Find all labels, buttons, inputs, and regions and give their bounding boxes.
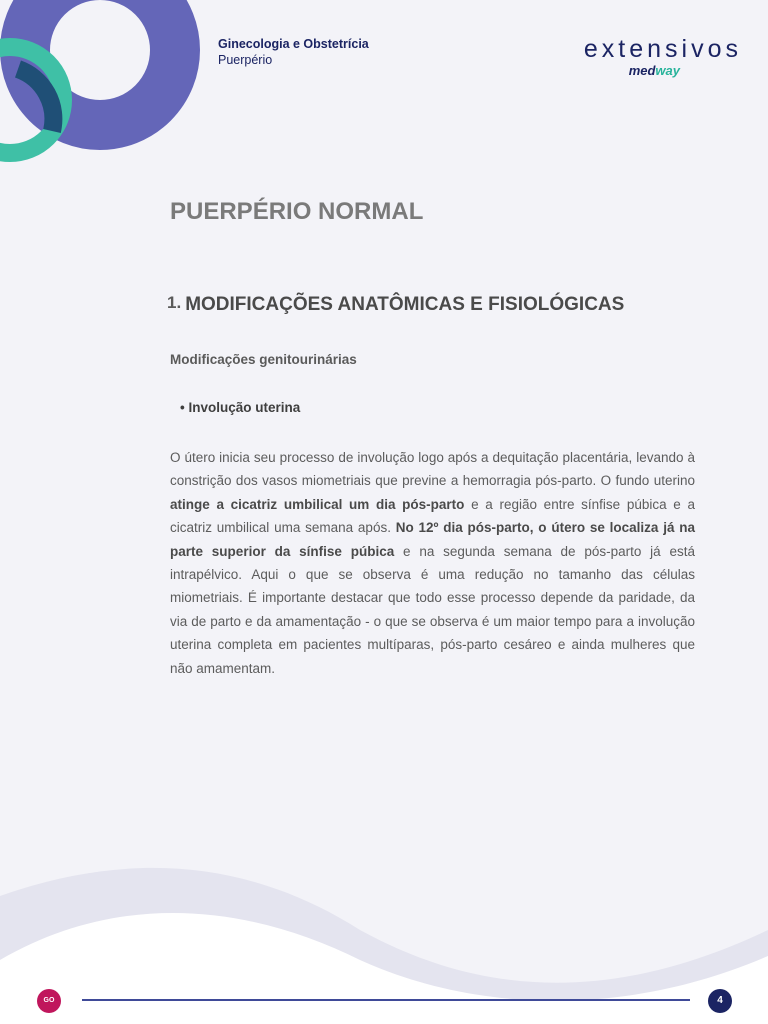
paragraph-bold-1: atinge a cicatriz umbilical um dia pós-parto — [170, 496, 465, 512]
section-number: 1. — [167, 293, 182, 312]
paragraph-text-3: e na segunda semana de pós-parto já está intrapélvico. Aqui o que se observa é uma redução no tamanho das células miometriais. É importante destacar que todo esse processo depende da paridade, da via de parto e da amamentação - o que se observa é um maior tempo para a involução uterina completa em pacientes multíparas, pós-parto cesáreo e ainda mulheres que não amamentam. — [170, 543, 695, 676]
brand-sub-part1: med — [628, 63, 656, 78]
brand-name: extensivos — [583, 35, 742, 63]
page-number: 4 — [708, 989, 732, 1013]
section-title: MODIFICAÇÕES ANATÔMICAS E FISIOLÓGICAS — [185, 294, 625, 315]
paragraph-text-2: e a região entre sínfise púbica e a cicatriz umbilical uma semana após. — [170, 496, 695, 536]
document-header — [218, 36, 369, 68]
paragraph-bold-2: No 12º dia pós-parto, o útero se localiza já na parte superior da sínfise púbica — [170, 520, 695, 559]
footer-rule — [82, 999, 690, 1001]
bullet-marker: • — [180, 400, 189, 415]
subheading: Modificações genitourinárias — [170, 352, 357, 367]
brand-sub-part2: way — [655, 63, 680, 78]
bullet-label: Involução uterina — [188, 400, 301, 415]
decorative-rings — [0, 0, 210, 180]
header-subject: Ginecologia e Obstetrícia — [218, 37, 369, 51]
header-topic: Puerpério — [218, 53, 273, 67]
page-title: PUERPÉRIO NORMAL — [170, 198, 424, 225]
specialty-badge: GO — [37, 989, 61, 1013]
body-paragraph — [170, 446, 695, 680]
brand-sub — [584, 64, 680, 78]
bullet-item — [180, 400, 300, 415]
brand-logo — [584, 34, 742, 78]
section-heading — [167, 294, 624, 316]
paragraph-text-1: O útero inicia seu processo de involução logo após a dequitação placentária, levando à constrição dos vasos miometriais que previne a hemorragia pós-parto. O fundo uterino — [170, 450, 695, 489]
